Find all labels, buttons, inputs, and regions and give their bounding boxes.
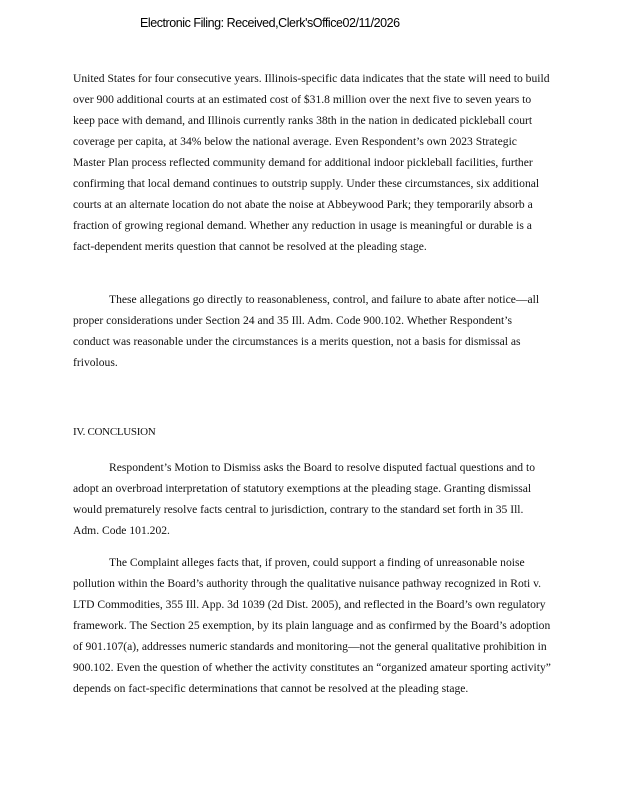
paragraph-motion-to-dismiss: Respondent’s Motion to Dismiss asks the Board to resolve disputed factual questions and to adopt an overbroad interpretation of statutory exemptions at the pleading stage. Granting dismissal would prematurely resolve facts central to jurisdiction, contrary to the standard set forth in 35 Ill. Adm. Code 101.202. — [73, 461, 536, 537]
filing-stamp-header: Electronic Filing: Received,Clerk'sOffice02/11/2026 — [140, 16, 400, 30]
section-heading-conclusion: IV. CONCLUSION — [73, 426, 156, 438]
paragraph-reasonableness: These allegations go directly to reasonableness, control, and failure to abate after notice—all proper considerations under Section 24 and 35 Ill. Adm. Code 900.102. Whether Respondent’s conduct was reasonable under the circumstances is a merits question, not a basis for dismissal as frivolous. — [73, 293, 540, 369]
paragraph-court-demand: United States for four consecutive years. Illinois-specific data indicates that the state will need to build over 900 additional courts at an estimated cost of $31.8 million over the next five to seven years to keep pace with demand, and Illinois currently ranks 38th in the nation in dedicated pickleball court coverage per capita, at 34% below the national average. Even Respondent’s own 2023 Strategic Master Plan process reflected community demand for additional indoor pickleball facilities, further confirming that local demand continues to outstrip supply. Under these circumstances, six additional courts at an alternate location do not abate the noise at Abbeywood Park; they temporarily absorb a fraction of growing regional demand. Whether any reduction in usage is meaningful or durable is a fact-dependent merits question that cannot be resolved at the pleading stage. — [73, 72, 550, 253]
paragraph-complaint-allegations: The Complaint alleges facts that, if proven, could support a finding of unreasonable noise pollution within the Board’s authority through the qualitative nuisance pathway recognized in Roti v. LTD Commodities, 355 Ill. App. 3d 1039 (2d Dist. 2005), and reflected in the Board’s own regulatory framework. The Section 25 exemption, by its plain language and as confirmed by the Board’s adoption of 901.107(a), addresses numeric standards and monitoring—not the general qualitative prohibition in 900.102. Even the question of whether the activity constitutes an “organized amateur sporting activity” depends on fact-specific determinations that cannot be resolved at the pleading stage. — [73, 556, 551, 695]
